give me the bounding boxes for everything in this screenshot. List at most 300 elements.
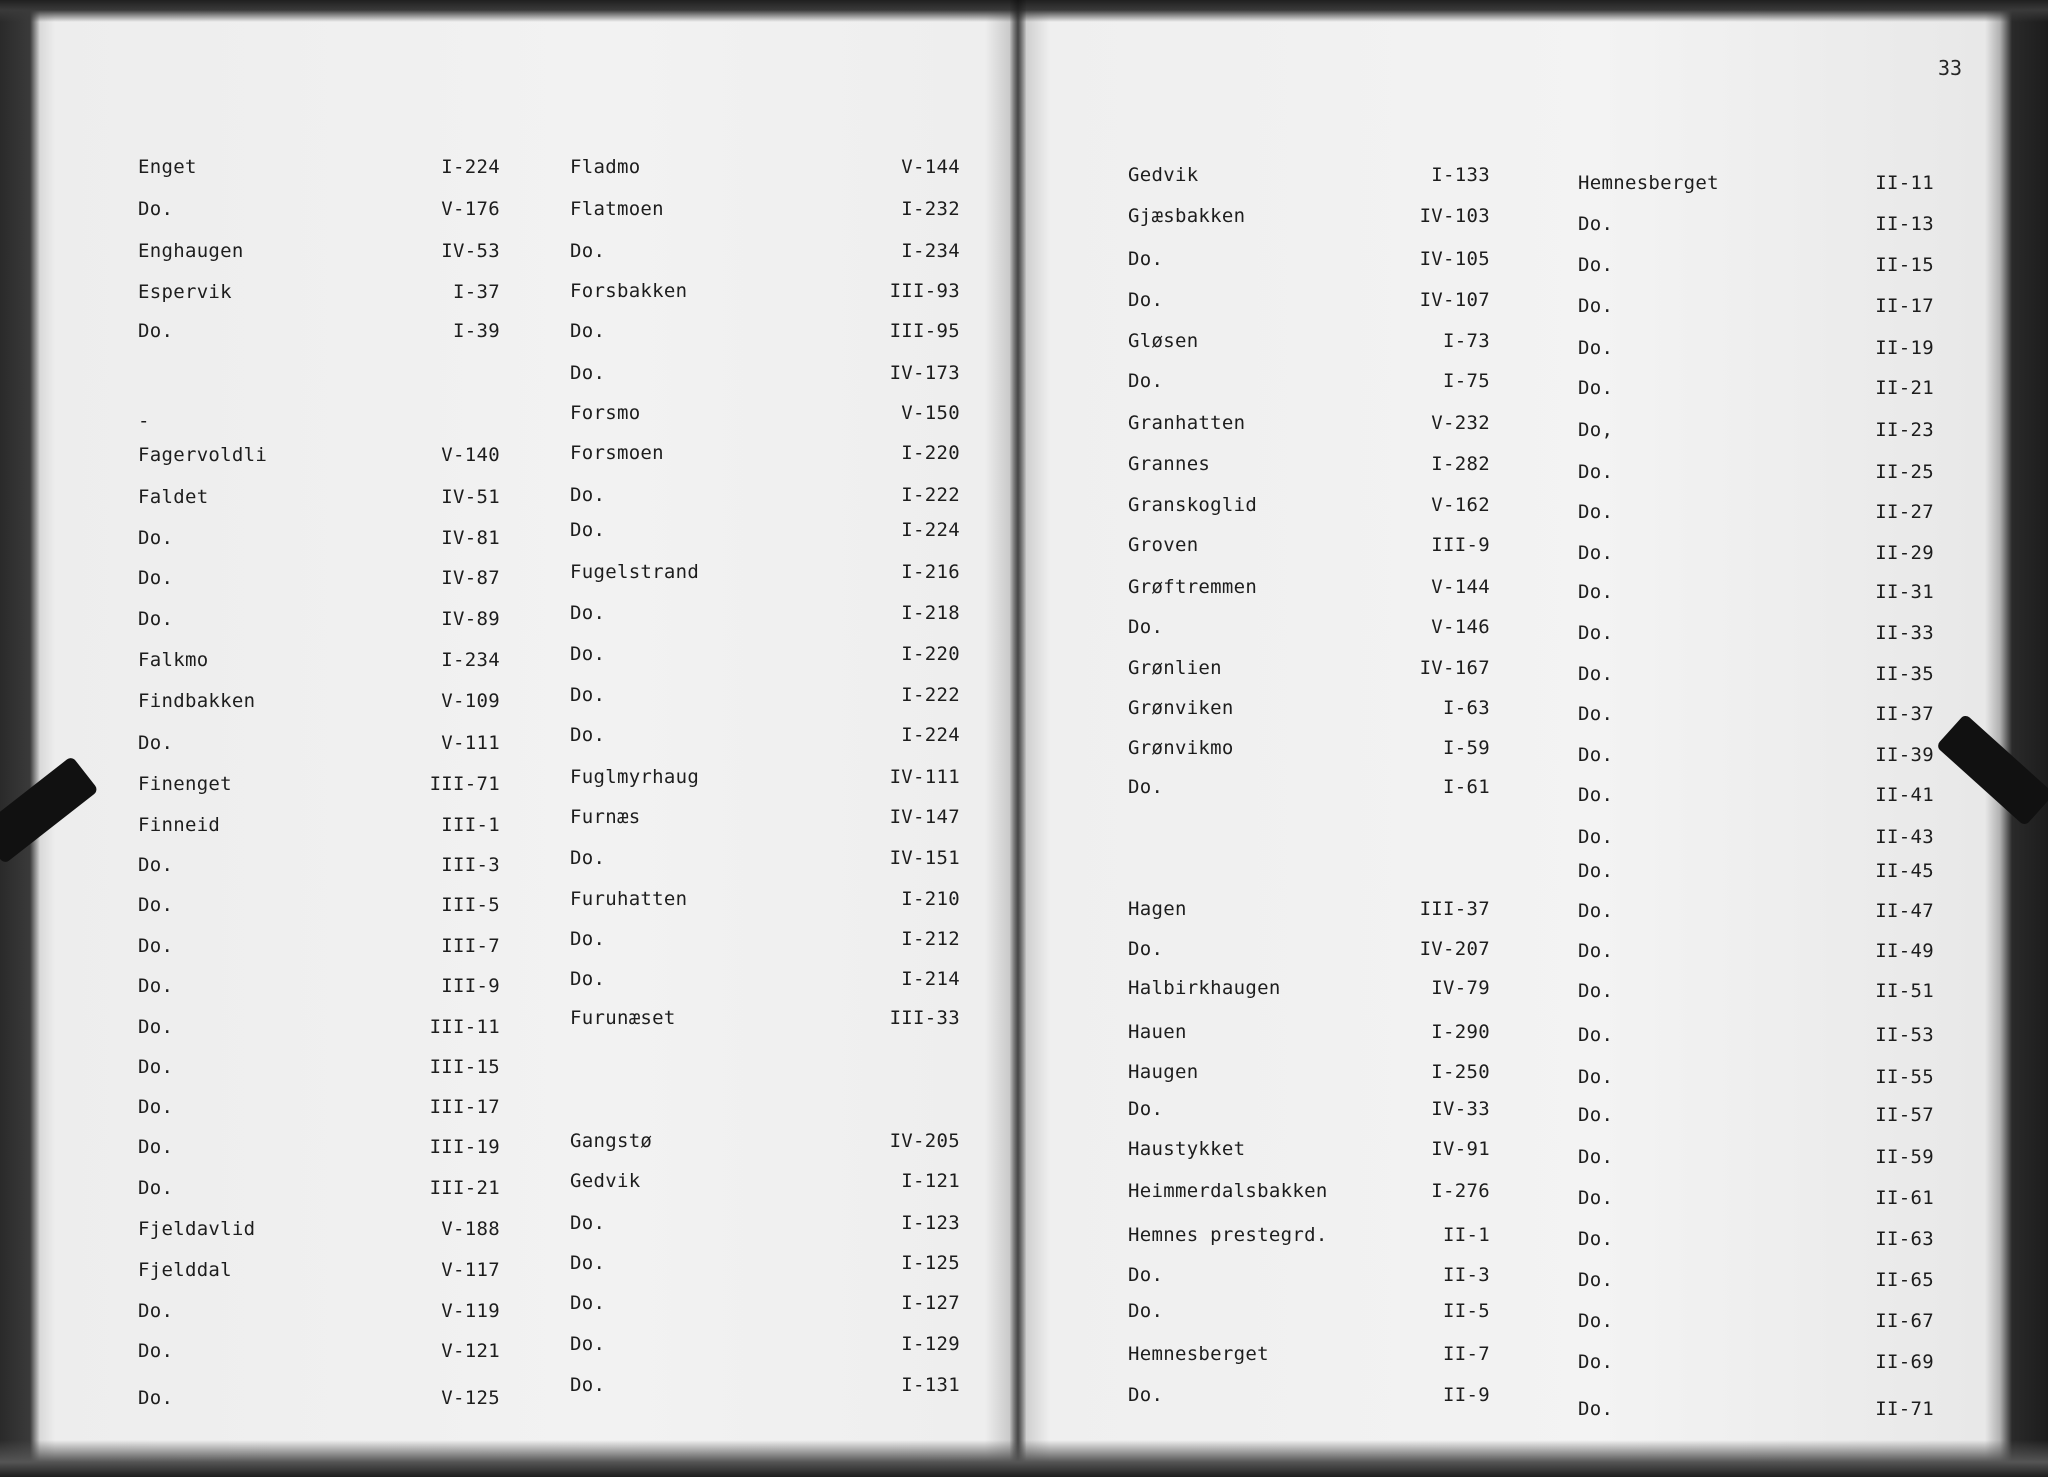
entry-volume-ref: V-144: [1431, 576, 1490, 598]
entry-volume-ref: I-37: [453, 281, 500, 303]
entry-place-name: Grøftremmen: [1128, 576, 1258, 598]
index-entry: [138, 1259, 500, 1281]
index-entry: [1578, 1066, 1934, 1088]
entry-volume-ref: III-95: [889, 320, 960, 342]
entry-place-name: Do.: [1578, 900, 1614, 922]
entry-place-name: Do.: [1578, 501, 1614, 523]
index-entry: [1128, 534, 1490, 556]
entry-volume-ref: II-1: [1443, 1224, 1490, 1246]
entry-volume-ref: II-25: [1875, 461, 1934, 483]
index-entry: [570, 198, 960, 220]
entry-place-name: Do.: [570, 519, 606, 541]
entry-volume-ref: I-224: [901, 519, 960, 541]
entry-place-name: Do.: [1578, 703, 1614, 725]
entry-volume-ref: IV-51: [441, 486, 500, 508]
index-entry: [1128, 616, 1490, 638]
index-entry: [570, 561, 960, 583]
entry-place-name: Grønlien: [1128, 657, 1222, 679]
entry-volume-ref: V-150: [901, 402, 960, 424]
index-entry: [138, 1300, 500, 1322]
index-entry: [138, 486, 500, 508]
entry-volume-ref: IV-173: [889, 362, 960, 384]
entry-place-name: Do.: [1128, 1300, 1164, 1322]
index-entry: [138, 1177, 500, 1199]
entry-place-name: Do.: [1578, 1146, 1614, 1168]
index-column-1: [138, 0, 500, 1477]
entry-volume-ref: II-21: [1875, 377, 1934, 399]
entry-volume-ref: II-63: [1875, 1228, 1934, 1250]
entry-volume-ref: IV-103: [1419, 205, 1490, 227]
entry-place-name: Gløsen: [1128, 330, 1199, 352]
index-entry: [570, 724, 960, 746]
book-gutter: [1010, 0, 1026, 1477]
entry-place-name: Do.: [138, 1096, 174, 1118]
index-entry: [1578, 419, 1934, 441]
index-entry: [1578, 461, 1934, 483]
index-entry: [1578, 1104, 1934, 1126]
entry-place-name: Do.: [570, 320, 606, 342]
entry-place-name: Do.: [1128, 370, 1164, 392]
entry-volume-ref: I-133: [1431, 164, 1490, 186]
index-entry: [1578, 542, 1934, 564]
entry-volume-ref: V-140: [441, 444, 500, 466]
entry-place-name: Do.: [1128, 776, 1164, 798]
entry-volume-ref: III-5: [441, 894, 500, 916]
entry-place-name: Furnæs: [570, 806, 641, 828]
index-entry: [570, 1130, 960, 1152]
index-entry: [570, 1333, 960, 1355]
index-entry: [1578, 1398, 1934, 1420]
entry-volume-ref: IV-81: [441, 527, 500, 549]
entry-volume-ref: V-144: [901, 156, 960, 178]
entry-volume-ref: II-59: [1875, 1146, 1934, 1168]
index-entry: [1578, 1024, 1934, 1046]
entry-volume-ref: IV-167: [1419, 657, 1490, 679]
entry-volume-ref: II-27: [1875, 501, 1934, 523]
index-entry: [1128, 370, 1490, 392]
entry-volume-ref: I-234: [441, 649, 500, 671]
index-entry: [570, 1374, 960, 1396]
entry-place-name: Do.: [138, 198, 174, 220]
entry-place-name: Do.: [570, 484, 606, 506]
entry-volume-ref: I-123: [901, 1212, 960, 1234]
entry-volume-ref: I-63: [1443, 697, 1490, 719]
index-entry: [1578, 663, 1934, 685]
entry-place-name: Findbakken: [138, 690, 256, 712]
entry-place-name: Do.: [1578, 826, 1614, 848]
index-entry: [1128, 164, 1490, 186]
entry-place-name: Do.: [570, 684, 606, 706]
entry-volume-ref: V-176: [441, 198, 500, 220]
entry-place-name: Faldet: [138, 486, 209, 508]
index-entry: [1578, 377, 1934, 399]
entry-volume-ref: IV-111: [889, 766, 960, 788]
entry-place-name: Hauen: [1128, 1021, 1187, 1043]
entry-place-name: Do.: [138, 732, 174, 754]
entry-volume-ref: II-39: [1875, 744, 1934, 766]
entry-place-name: Do.: [1578, 542, 1614, 564]
entry-place-name: Do.: [138, 1016, 174, 1038]
entry-volume-ref: II-41: [1875, 784, 1934, 806]
index-entry: [1128, 737, 1490, 759]
entry-place-name: Hemnes prestegrd.: [1128, 1224, 1328, 1246]
entry-place-name: Halbirkhaugen: [1128, 977, 1281, 999]
index-entry: [1128, 1300, 1490, 1322]
index-entry: [138, 649, 500, 671]
entry-volume-ref: I-220: [901, 442, 960, 464]
left-binder-clip: [0, 756, 99, 865]
entry-place-name: Granskoglid: [1128, 494, 1258, 516]
index-entry: [1578, 860, 1934, 882]
index-entry: [570, 888, 960, 910]
index-entry: [138, 1056, 500, 1078]
entry-place-name: Grønviken: [1128, 697, 1234, 719]
entry-place-name: Do,: [1578, 419, 1614, 441]
entry-volume-ref: II-23: [1875, 419, 1934, 441]
entry-place-name: Do.: [138, 608, 174, 630]
index-entry: [570, 402, 960, 424]
index-entry: [570, 240, 960, 262]
entry-volume-ref: II-49: [1875, 940, 1934, 962]
entry-place-name: Do.: [1578, 744, 1614, 766]
entry-place-name: Do.: [138, 1387, 174, 1409]
entry-place-name: Do.: [1578, 940, 1614, 962]
index-entry: [570, 928, 960, 950]
entry-place-name: Do.: [1578, 1351, 1614, 1373]
index-entry: [570, 1252, 960, 1274]
entry-place-name: Do.: [1128, 938, 1164, 960]
index-entry: [1128, 1180, 1490, 1202]
index-entry: [1578, 900, 1934, 922]
entry-place-name: Fagervoldli: [138, 444, 268, 466]
entry-volume-ref: V-109: [441, 690, 500, 712]
index-entry: [1128, 1138, 1490, 1160]
index-entry: [1128, 205, 1490, 227]
entry-place-name: Fladmo: [570, 156, 641, 178]
entry-volume-ref: III-17: [429, 1096, 500, 1118]
entry-place-name: Fugelstrand: [570, 561, 700, 583]
entry-place-name: Do.: [570, 602, 606, 624]
index-entry: [138, 240, 500, 262]
entry-place-name: Do.: [138, 1177, 174, 1199]
index-entry: [138, 444, 500, 466]
index-entry: [1128, 453, 1490, 475]
index-entry: [1578, 784, 1934, 806]
index-entry: [570, 320, 960, 342]
index-entry: [570, 1170, 960, 1192]
entry-place-name: Groven: [1128, 534, 1199, 556]
entry-volume-ref: III-71: [429, 773, 500, 795]
entry-volume-ref: II-57: [1875, 1104, 1934, 1126]
entry-place-name: Do.: [1578, 377, 1614, 399]
entry-volume-ref: II-19: [1875, 337, 1934, 359]
entry-volume-ref: II-29: [1875, 542, 1934, 564]
entry-volume-ref: I-222: [901, 684, 960, 706]
entry-place-name: Do.: [138, 894, 174, 916]
entry-place-name: Do.: [138, 320, 174, 342]
entry-place-name: Forsmo: [570, 402, 641, 424]
entry-place-name: Do.: [1578, 663, 1614, 685]
entry-place-name: Do.: [570, 968, 606, 990]
entry-volume-ref: IV-107: [1419, 289, 1490, 311]
entry-place-name: Finneid: [138, 814, 221, 836]
entry-place-name: Flatmoen: [570, 198, 664, 220]
entry-place-name: Do.: [570, 1374, 606, 1396]
entry-volume-ref: III-3: [441, 854, 500, 876]
entry-place-name: Do.: [1578, 1310, 1614, 1332]
index-entry: [570, 1007, 960, 1029]
entry-volume-ref: I-224: [901, 724, 960, 746]
index-entry: [138, 732, 500, 754]
entry-volume-ref: I-75: [1443, 370, 1490, 392]
entry-volume-ref: V-119: [441, 1300, 500, 1322]
entry-place-name: Do.: [138, 1136, 174, 1158]
entry-volume-ref: I-290: [1431, 1021, 1490, 1043]
entry-volume-ref: IV-33: [1431, 1098, 1490, 1120]
index-entry: [1128, 330, 1490, 352]
entry-place-name: Gangstø: [570, 1130, 653, 1152]
entry-place-name: Gedvik: [1128, 164, 1199, 186]
entry-volume-ref: I-218: [901, 602, 960, 624]
index-entry: [1578, 980, 1934, 1002]
entry-volume-ref: IV-151: [889, 847, 960, 869]
entry-place-name: Do.: [138, 1340, 174, 1362]
entry-volume-ref: I-73: [1443, 330, 1490, 352]
entry-volume-ref: II-5: [1443, 1300, 1490, 1322]
entry-volume-ref: IV-87: [441, 567, 500, 589]
entry-volume-ref: III-15: [429, 1056, 500, 1078]
entry-place-name: Do.: [1128, 616, 1164, 638]
entry-place-name: Do.: [138, 567, 174, 589]
entry-volume-ref: II-17: [1875, 295, 1934, 317]
index-entry: [138, 198, 500, 220]
entry-place-name: Do.: [138, 1056, 174, 1078]
index-entry: [1578, 337, 1934, 359]
entry-place-name: Do.: [1578, 784, 1614, 806]
index-entry: [1578, 254, 1934, 276]
entry-place-name: Enget: [138, 156, 197, 178]
entry-volume-ref: V-162: [1431, 494, 1490, 516]
index-entry: [1128, 1343, 1490, 1365]
entry-place-name: Fjelddal: [138, 1259, 232, 1281]
index-entry: [138, 156, 500, 178]
entry-volume-ref: I-39: [453, 320, 500, 342]
index-entry: [570, 1292, 960, 1314]
index-entry: [138, 1016, 500, 1038]
index-entry: [1578, 213, 1934, 235]
index-entry: [138, 1387, 500, 1409]
index-entry: [138, 1340, 500, 1362]
page-number: 33: [1938, 56, 1963, 80]
entry-volume-ref: II-35: [1875, 663, 1934, 685]
index-entry: [1578, 940, 1934, 962]
entry-volume-ref: II-9: [1443, 1384, 1490, 1406]
entry-volume-ref: I-129: [901, 1333, 960, 1355]
entry-volume-ref: IV-53: [441, 240, 500, 262]
entry-place-name: Espervik: [138, 281, 232, 303]
entry-volume-ref: I-212: [901, 928, 960, 950]
entry-volume-ref: I-234: [901, 240, 960, 262]
entry-volume-ref: III-1: [441, 814, 500, 836]
entry-place-name: Do.: [1128, 1384, 1164, 1406]
entry-volume-ref: I-224: [441, 156, 500, 178]
index-column-3: [1128, 0, 1490, 1477]
entry-place-name: Do.: [1578, 337, 1614, 359]
index-entry: [1578, 1228, 1934, 1250]
index-entry: [1128, 1384, 1490, 1406]
index-entry: [570, 362, 960, 384]
index-entry: [1128, 1061, 1490, 1083]
index-entry: [138, 1218, 500, 1240]
entry-place-name: Do.: [138, 975, 174, 997]
entry-volume-ref: V-121: [441, 1340, 500, 1362]
entry-place-name: Do.: [1128, 248, 1164, 270]
index-entry: [1128, 412, 1490, 434]
index-entry: [138, 894, 500, 916]
index-entry: [1578, 1351, 1934, 1373]
index-column-2: [570, 0, 960, 1477]
index-entry: [1128, 494, 1490, 516]
entry-place-name: Do.: [570, 1333, 606, 1355]
entry-volume-ref: IV-89: [441, 608, 500, 630]
index-entry: [1578, 1310, 1934, 1332]
entry-volume-ref: V-125: [441, 1387, 500, 1409]
index-entry: [1578, 581, 1934, 603]
index-entry: [1578, 826, 1934, 848]
index-entry: [1128, 1224, 1490, 1246]
entry-place-name: Do.: [1578, 1187, 1614, 1209]
entry-volume-ref: V-111: [441, 732, 500, 754]
entry-place-name: Hemnesberget: [1128, 1343, 1269, 1365]
index-entry: [1128, 1264, 1490, 1286]
entry-volume-ref: IV-105: [1419, 248, 1490, 270]
entry-volume-ref: IV-147: [889, 806, 960, 828]
entry-volume-ref: IV-91: [1431, 1138, 1490, 1160]
index-entry: [1578, 501, 1934, 523]
entry-place-name: Do.: [570, 240, 606, 262]
entry-place-name: Do.: [1578, 213, 1614, 235]
entry-volume-ref: I-214: [901, 968, 960, 990]
entry-volume-ref: II-43: [1875, 826, 1934, 848]
entry-place-name: Do.: [570, 1212, 606, 1234]
entry-volume-ref: V-232: [1431, 412, 1490, 434]
entry-volume-ref: II-47: [1875, 900, 1934, 922]
index-entry: [1128, 1098, 1490, 1120]
entry-volume-ref: II-3: [1443, 1264, 1490, 1286]
index-entry: [138, 854, 500, 876]
entry-place-name: Do.: [570, 1252, 606, 1274]
entry-volume-ref: II-53: [1875, 1024, 1934, 1046]
entry-place-name: Gjæsbakken: [1128, 205, 1246, 227]
index-entry: [570, 643, 960, 665]
entry-volume-ref: I-210: [901, 888, 960, 910]
entry-place-name: Hemnesberget: [1578, 172, 1719, 194]
entry-place-name: Gedvik: [570, 1170, 641, 1192]
entry-volume-ref: I-61: [1443, 776, 1490, 798]
entry-place-name: Do.: [1578, 1104, 1614, 1126]
index-entry: [1578, 172, 1934, 194]
index-entry: [1128, 776, 1490, 798]
entry-place-name: Grannes: [1128, 453, 1211, 475]
index-entry: [1578, 703, 1934, 725]
entry-volume-ref: IV-205: [889, 1130, 960, 1152]
index-entry: [138, 975, 500, 997]
entry-place-name: Do.: [1578, 1398, 1614, 1420]
entry-volume-ref: III-7: [441, 935, 500, 957]
entry-volume-ref: I-250: [1431, 1061, 1490, 1083]
index-entry: [1578, 622, 1934, 644]
index-entry: [138, 281, 500, 303]
entry-place-name: Do.: [570, 724, 606, 746]
entry-place-name: Grønvikmo: [1128, 737, 1234, 759]
index-entry: [1578, 744, 1934, 766]
right-binder-clip: [1936, 714, 2048, 827]
index-entry: [138, 814, 500, 836]
entry-volume-ref: III-9: [441, 975, 500, 997]
entry-volume-ref: I-131: [901, 1374, 960, 1396]
index-entry: [1128, 697, 1490, 719]
entry-volume-ref: I-121: [901, 1170, 960, 1192]
index-entry: [138, 567, 500, 589]
entry-place-name: Do.: [1128, 289, 1164, 311]
index-entry: [1128, 576, 1490, 598]
entry-place-name: Do.: [1128, 1098, 1164, 1120]
entry-place-name: Do.: [1578, 1024, 1614, 1046]
entry-place-name: Heimmerdalsbakken: [1128, 1180, 1328, 1202]
entry-place-name: Do.: [1578, 1066, 1614, 1088]
entry-volume-ref: II-31: [1875, 581, 1934, 603]
entry-place-name: Forsbakken: [570, 280, 688, 302]
index-entry: [138, 320, 500, 342]
entry-volume-ref: III-37: [1419, 898, 1490, 920]
entry-volume-ref: II-45: [1875, 860, 1934, 882]
entry-volume-ref: II-11: [1875, 172, 1934, 194]
entry-volume-ref: III-9: [1431, 534, 1490, 556]
entry-volume-ref: II-55: [1875, 1066, 1934, 1088]
entry-place-name: -: [138, 410, 150, 432]
index-entry: [570, 806, 960, 828]
index-entry: [570, 766, 960, 788]
index-entry: [570, 280, 960, 302]
entry-volume-ref: IV-207: [1419, 938, 1490, 960]
entry-place-name: Finenget: [138, 773, 232, 795]
entry-place-name: Do.: [1578, 980, 1614, 1002]
index-entry: [1128, 289, 1490, 311]
entry-volume-ref: I-127: [901, 1292, 960, 1314]
entry-volume-ref: II-51: [1875, 980, 1934, 1002]
entry-volume-ref: I-222: [901, 484, 960, 506]
index-entry: [138, 935, 500, 957]
entry-place-name: Do.: [138, 854, 174, 876]
entry-volume-ref: I-232: [901, 198, 960, 220]
entry-volume-ref: I-282: [1431, 453, 1490, 475]
entry-place-name: Do.: [570, 643, 606, 665]
entry-volume-ref: III-21: [429, 1177, 500, 1199]
index-entry: [570, 684, 960, 706]
index-entry: [1128, 657, 1490, 679]
entry-volume-ref: III-33: [889, 1007, 960, 1029]
entry-place-name: Fjeldavlid: [138, 1218, 256, 1240]
entry-volume-ref: III-93: [889, 280, 960, 302]
entry-place-name: Do.: [1578, 461, 1614, 483]
index-entry: [570, 847, 960, 869]
index-entry: [1128, 938, 1490, 960]
entry-place-name: Fuglmyrhaug: [570, 766, 700, 788]
entry-place-name: Do.: [1578, 581, 1614, 603]
entry-place-name: Falkmo: [138, 649, 209, 671]
index-entry: [570, 156, 960, 178]
entry-place-name: Do.: [570, 928, 606, 950]
